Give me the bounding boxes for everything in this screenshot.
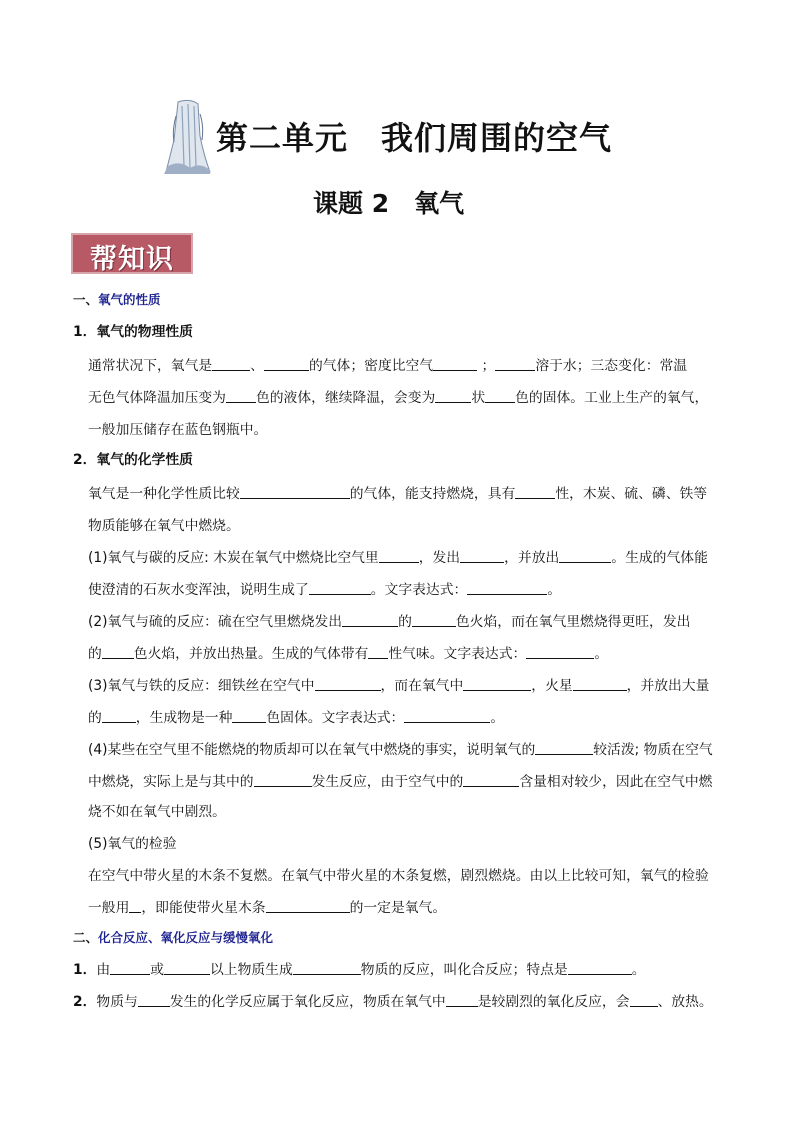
paragraph-line: 在空气中带火星的木条不复燃。在氧气中带火星的木条复燃，剧烈燃烧。由以上比较可知，氧气的检验 [88, 868, 709, 884]
blank [240, 485, 350, 499]
blank [495, 357, 535, 371]
paragraph-line: 使澄清的石灰水变浑浊，说明生成了 。文字表达式： 。 [88, 582, 562, 598]
blank [254, 773, 312, 787]
blank [102, 709, 136, 723]
blank [526, 645, 594, 659]
blank [342, 613, 398, 627]
paragraph-line: (3)氧气与铁的反应：细铁丝在空气中 ，而在氧气中 ，火星 ，并放出大量 [88, 678, 710, 694]
paragraph-line: 物质能够在氧气中燃烧。 [88, 518, 240, 534]
blank [467, 581, 547, 595]
paragraph-line: 无色气体降温加压变为 色的液体，继续降温，会变为 状 色的固体。工业上生产的氧气， [88, 390, 709, 406]
paragraph-line: (4)某些在空气里不能燃烧的物质却可以在氧气中燃烧的事实，说明氧气的 较活泼; 物质在空气 [88, 742, 713, 758]
blank [212, 357, 250, 371]
blank [232, 709, 266, 723]
blank [630, 993, 658, 1007]
blank [102, 645, 134, 659]
question-line: 1．由 或 以上物质生成 物质的反应，叫化合反应；特点是 。 [73, 962, 646, 978]
blank [309, 581, 371, 595]
blank [226, 389, 256, 403]
unit-title: 第二单元 我们周围的空气 [216, 119, 613, 157]
blank [463, 677, 531, 691]
blank [315, 677, 381, 691]
section-heading-text: 氧气的性质 [98, 292, 161, 307]
blank [485, 389, 515, 403]
blank [368, 645, 388, 659]
blank [293, 961, 361, 975]
paragraph-line: 中燃烧，实际上是与其中的 发生反应，由于空气中的 含量相对较少，因此在空气中燃 [88, 774, 713, 790]
paragraph-line: 氧气是一种化学性质比较 的气体，能支持燃烧，具有 性，木炭、硫、磷、铁等 [88, 486, 708, 502]
blank [446, 993, 478, 1007]
section-heading-1: 一、氧气的性质 [73, 292, 161, 307]
paragraph-line: (1)氧气与碳的反应: 木炭在氧气中燃烧比空气里 ，发出 ，并放出 。生成的气体能 [88, 550, 708, 566]
subheading-chemical: 2．氧气的化学性质 [73, 452, 193, 468]
paragraph-line: 的 ，生成物是一种 色固体。文字表达式： 。 [88, 710, 505, 726]
blank [535, 741, 593, 755]
blank [138, 993, 170, 1007]
blank [264, 357, 309, 371]
blank [110, 961, 150, 975]
blank [379, 549, 419, 563]
paragraph-line: 烧不如在氧气中剧烈。 [88, 804, 226, 820]
paragraph-line: 一般用 ，即能使带火星木条 的一定是氧气。 [88, 900, 447, 916]
blank [404, 709, 490, 723]
blank [412, 613, 456, 627]
lesson-title: 课题 2 氧气 [313, 189, 465, 218]
blank [164, 961, 210, 975]
blank [515, 485, 555, 499]
paragraph-line: 通常状况下，氧气是 、 的气体；密度比空气 ； 溶于水；三态变化：常温 [88, 358, 688, 374]
blank [460, 549, 504, 563]
subheading-physical: 1．氧气的物理性质 [73, 324, 193, 340]
paragraph-line: (5)氧气的检验 [88, 836, 177, 852]
paragraph-line: 的 色火焰，并放出热量。生成的气体带有 性气味。文字表达式： 。 [88, 646, 609, 662]
banner-label: 帮知识 [90, 244, 174, 275]
knowledge-banner [71, 233, 193, 274]
blank [463, 773, 519, 787]
question-line: 2．物质与 发生的化学反应属于氧化反应，物质在氧气中 是较剧烈的氧化反应，会 、放热。 [73, 994, 713, 1010]
section-heading-text: 化合反应、氧化反应与缓慢氧化 [98, 930, 274, 945]
blank [266, 899, 350, 913]
blank [559, 549, 611, 563]
blank [129, 899, 141, 913]
blank [433, 357, 477, 371]
paragraph-line: 一般加压储存在蓝色钢瓶中。 [88, 422, 268, 438]
waterfall-logo-icon [160, 96, 214, 176]
blank [435, 389, 471, 403]
paragraph-line: (2)氧气与硫的反应：硫在空气里燃烧发出 的 色火焰，而在氧气里燃烧得更旺，发出 [88, 614, 691, 630]
section-heading-2: 二、化合反应、氧化反应与缓慢氧化 [73, 930, 274, 945]
blank [573, 677, 627, 691]
blank [568, 961, 632, 975]
